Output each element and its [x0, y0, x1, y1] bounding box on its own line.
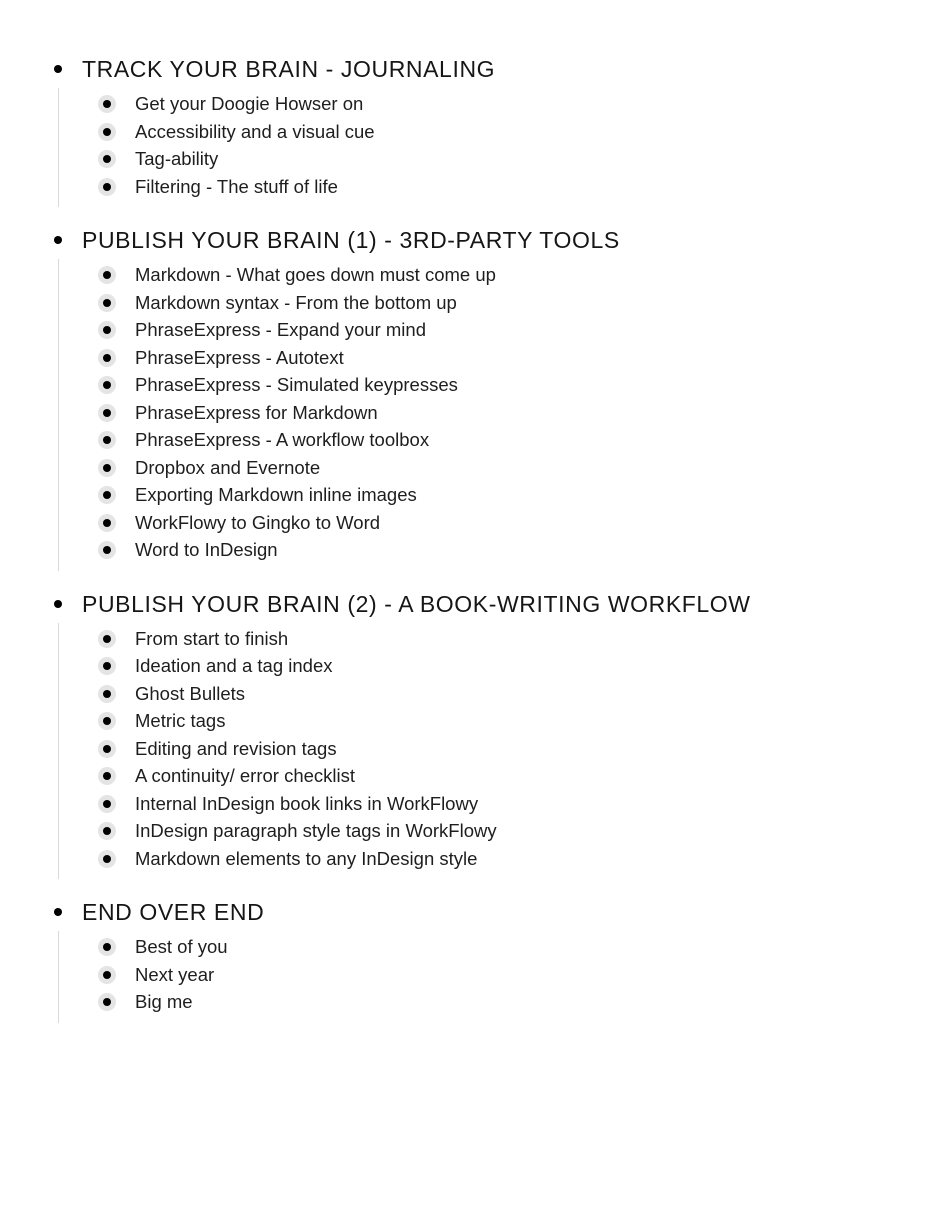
item-text[interactable]: Get your Doogie Howser on [135, 93, 364, 114]
section-title[interactable]: END OVER END [82, 899, 265, 925]
list-item[interactable] [59, 847, 932, 875]
bullet-icon[interactable] [98, 294, 116, 312]
list-item[interactable] [59, 428, 932, 456]
item-text[interactable]: InDesign paragraph style tags in WorkFlowy [135, 820, 497, 841]
bullet-icon[interactable] [98, 938, 116, 956]
item-text[interactable]: Markdown syntax - From the bottom up [135, 291, 457, 313]
outline-section [0, 52, 932, 207]
bullet-icon[interactable] [98, 349, 116, 367]
bullet-icon[interactable] [98, 431, 116, 449]
list-item[interactable] [59, 709, 932, 737]
section-children [58, 88, 932, 207]
list-item[interactable] [59, 511, 932, 539]
section-title[interactable]: TRACK YOUR BRAIN - JOURNALING [82, 56, 496, 82]
outline-section [0, 895, 932, 1023]
bullet-icon[interactable] [98, 767, 116, 785]
item-text[interactable]: From start to finish [135, 627, 289, 649]
bullet-icon[interactable] [98, 541, 116, 559]
item-text[interactable]: PhraseExpress - Simulated keypresses [135, 374, 458, 395]
item-text[interactable]: Filtering - The stuff of life [135, 175, 338, 197]
outline-section [0, 223, 932, 571]
item-text[interactable]: PhraseExpress - A workflow toolbox [135, 429, 430, 450]
list-item[interactable] [59, 175, 932, 203]
section-title[interactable]: PUBLISH YOUR BRAIN (1) - 3RD-PARTY TOOLS [82, 227, 620, 253]
item-text[interactable]: Next year [135, 963, 215, 985]
section-heading[interactable] [0, 223, 932, 259]
list-item[interactable] [59, 291, 932, 319]
bullet-icon[interactable] [98, 514, 116, 532]
list-item[interactable] [59, 401, 932, 429]
list-item[interactable] [59, 792, 932, 820]
bullet-icon[interactable] [98, 95, 116, 113]
item-text[interactable]: Markdown elements to any InDesign style [135, 847, 478, 869]
section-children [58, 623, 932, 880]
section-heading[interactable] [0, 895, 932, 931]
bullet-icon[interactable] [98, 630, 116, 648]
bullet-icon[interactable] [98, 178, 116, 196]
list-item[interactable] [59, 120, 932, 148]
list-item[interactable] [59, 318, 932, 346]
bullet-icon[interactable] [98, 822, 116, 840]
bullet-icon[interactable] [98, 740, 116, 758]
list-item[interactable] [59, 963, 932, 991]
bullet-icon[interactable] [98, 657, 116, 675]
bullet-icon[interactable] [98, 123, 116, 141]
bullet-icon[interactable] [98, 850, 116, 868]
item-text[interactable]: Internal InDesign book links in WorkFlowy [135, 792, 479, 814]
item-text[interactable]: Ghost Bullets [135, 682, 246, 704]
list-item[interactable] [59, 764, 932, 792]
bullet-icon[interactable] [98, 712, 116, 730]
list-item[interactable] [59, 456, 932, 484]
section-bullet-icon[interactable] [54, 65, 62, 73]
item-text[interactable]: Exporting Markdown inline images [135, 484, 417, 505]
item-text[interactable]: Ideation and a tag index [135, 655, 333, 676]
outline-section [0, 587, 932, 880]
bullet-icon[interactable] [98, 966, 116, 984]
list-item[interactable] [59, 483, 932, 511]
item-text[interactable]: PhraseExpress - Expand your mind [135, 319, 426, 340]
bullet-icon[interactable] [98, 486, 116, 504]
list-item[interactable] [59, 263, 932, 291]
item-text[interactable]: A continuity/ error checklist [135, 765, 356, 786]
list-item[interactable] [59, 935, 932, 963]
item-text[interactable]: WorkFlowy to Gingko to Word [135, 511, 381, 533]
bullet-icon[interactable] [98, 321, 116, 339]
bullet-icon[interactable] [98, 150, 116, 168]
list-item[interactable] [59, 147, 932, 175]
bullet-icon[interactable] [98, 993, 116, 1011]
section-children [58, 259, 932, 571]
section-heading[interactable] [0, 587, 932, 623]
item-text[interactable]: Word to InDesign [135, 539, 278, 560]
item-text[interactable]: Dropbox and Evernote [135, 456, 321, 478]
list-item[interactable] [59, 92, 932, 120]
section-children [58, 931, 932, 1023]
item-text[interactable]: Markdown - What goes down must come up [135, 264, 496, 285]
section-bullet-icon[interactable] [54, 908, 62, 916]
item-text[interactable]: Accessibility and a visual cue [135, 120, 375, 142]
section-title[interactable]: PUBLISH YOUR BRAIN (2) - A BOOK-WRITING WORKFLOW [82, 590, 751, 617]
list-item[interactable] [59, 654, 932, 682]
list-item[interactable] [59, 737, 932, 765]
list-item[interactable] [59, 819, 932, 847]
bullet-icon[interactable] [98, 376, 116, 394]
bullet-icon[interactable] [98, 795, 116, 813]
list-item[interactable] [59, 682, 932, 710]
item-text[interactable]: Tag-ability [135, 148, 219, 169]
outline [0, 52, 932, 1039]
section-bullet-icon[interactable] [54, 236, 62, 244]
list-item[interactable] [59, 373, 932, 401]
item-text[interactable]: Best of you [135, 936, 228, 957]
bullet-icon[interactable] [98, 459, 116, 477]
item-text[interactable]: Metric tags [135, 710, 226, 731]
bullet-icon[interactable] [98, 685, 116, 703]
bullet-icon[interactable] [98, 404, 116, 422]
item-text[interactable]: Editing and revision tags [135, 737, 337, 759]
item-text[interactable]: PhraseExpress - Autotext [135, 346, 344, 368]
bullet-icon[interactable] [98, 266, 116, 284]
section-heading[interactable] [0, 52, 932, 88]
list-item[interactable] [59, 627, 932, 655]
item-text[interactable]: PhraseExpress for Markdown [135, 401, 378, 423]
section-bullet-icon[interactable] [54, 600, 62, 608]
item-text[interactable]: Big me [135, 991, 193, 1012]
list-item[interactable] [59, 346, 932, 374]
list-item[interactable] [59, 990, 932, 1018]
list-item[interactable] [59, 538, 932, 566]
